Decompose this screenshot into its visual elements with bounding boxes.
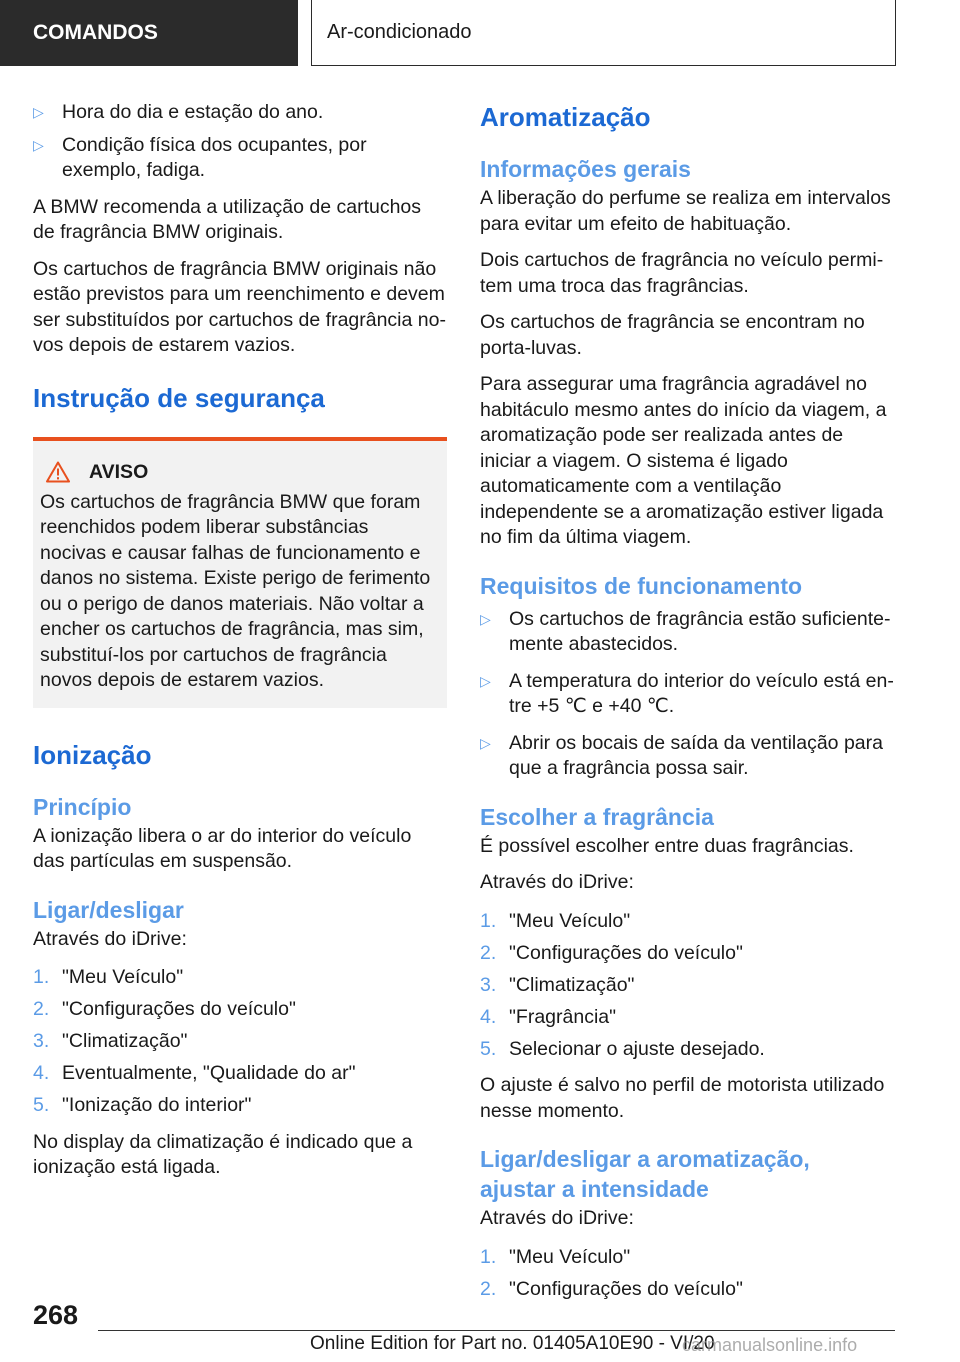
warning-title: [40, 461, 439, 484]
ionization-heading: Ionização: [33, 739, 152, 770]
paragraph: Dois cartuchos de fragrância no veículo permitem uma troca das fragrâncias.: [480, 249, 884, 297]
list-item: 1. "Meu Veículo": [480, 1245, 631, 1268]
edition-text: Online Edition for Part no. 01405A10E90 - VI/20: [310, 1333, 715, 1354]
paragraph: Através do iDrive:: [480, 1207, 634, 1229]
left-column: [33, 100, 447, 1192]
list-item: 5. "Ionização do interior": [33, 1094, 252, 1116]
triangle-bullet-icon: ▷: [480, 734, 491, 751]
intro-bullet-list: [33, 100, 447, 184]
paragraph: É possível escolher entre duas fragrâncias.: [480, 834, 854, 857]
requirements-list: [480, 607, 895, 782]
warning-label: AVISO: [89, 460, 149, 483]
paragraph: Para assegurar uma fragrância agradável no habitáculo mesmo antes do início da viagem, a aromatização pode ser realizada antes de iniciar a viagem. O sistema é ligado automaticamente com a ventilação independente se a aromatização estiver ligada no fim da última viagem.: [480, 373, 887, 548]
choose-steps: [480, 909, 895, 1063]
list-item: 4. "Fragrância": [480, 1005, 617, 1028]
aroma-onoff-heading: Ligar/desligar a aromatização, ajustar a intensidade: [480, 1146, 810, 1202]
list-item: 2. "Configurações do veículo": [33, 998, 296, 1020]
footer-divider: [98, 1330, 895, 1331]
warning-box: [33, 437, 447, 708]
paragraph: O ajuste é salvo no perfil de motorista utilizado nesse momento.: [480, 1074, 885, 1122]
list-item: 3. "Climatização": [33, 1030, 188, 1052]
chapter-title: Ar-condicionado: [311, 0, 896, 66]
general-heading: Informações gerais: [480, 156, 691, 182]
aroma-heading: Aromatização: [480, 102, 651, 132]
requirements-heading: Requisitos de funcionamento: [480, 572, 803, 599]
triangle-bullet-icon: ▷: [480, 610, 491, 627]
list-item: ▷ Os cartuchos de fragrância estão suficientemente abastecidos.: [480, 607, 891, 655]
watermark-text: carmanualsonline.info: [682, 1335, 858, 1355]
paragraph: Através do iDrive:: [33, 927, 187, 950]
warning-text: Os cartuchos de fragrância BMW que foram reenchidos podem liberar substâncias nocivas e causar falhas de funcionamento e danos no sistema. Existe perigo de ferimento ou o perigo de danos materiais. Não voltar a encher os cartuchos de fragrância, mas sim, substituí-los por cartuchos de fragrância novos depois de estarem vazios.: [40, 490, 431, 691]
warning-triangle-icon: [46, 461, 70, 483]
triangle-bullet-icon: ▷: [480, 672, 491, 689]
list-item: 2. "Configurações do veículo": [480, 1277, 743, 1300]
list-item: ▷ Hora do dia e estação do ano.: [33, 100, 447, 126]
paragraph: Os cartuchos de fragrância BMW originais não estão previstos para um reenchimento e devem ser substituídos por cartuchos de fragrância novos depois de estarem vazios.: [33, 257, 446, 356]
paragraph: A ionização libera o ar do interior do veículo das partículas em suspensão.: [33, 824, 412, 872]
list-item: 1. "Meu Veículo": [480, 909, 631, 932]
paragraph: No display da climatização é indicado que a ionização está ligada.: [33, 1130, 413, 1178]
list-item: 2. "Configurações do veículo": [480, 941, 743, 964]
page-number: 268: [33, 1300, 79, 1330]
paragraph: A BMW recomenda a utilização de cartuchos de fragrância BMW originais.: [33, 195, 422, 243]
paragraph: Através do iDrive:: [480, 871, 634, 893]
list-item: ▷ Abrir os bocais de saída da ventilação para que a fragrância possa sair.: [480, 731, 883, 779]
list-item: 1. "Meu Veículo": [33, 966, 184, 988]
safety-heading: Instrução de segurança: [33, 382, 325, 413]
list-item: ▷ Condição física dos ocupantes, por exemplo, fadiga.: [33, 133, 367, 181]
paragraph: Os cartuchos de fragrância se encontram no porta-luvas.: [480, 311, 865, 359]
choose-heading: Escolher a fragrância: [480, 803, 714, 830]
section-tab: COMANDOS: [0, 0, 298, 66]
principle-heading: Princípio: [33, 793, 132, 820]
aroma-onoff-steps: [480, 1245, 895, 1303]
list-item: 5. Selecionar o ajuste desejado.: [480, 1037, 765, 1060]
page-footer: [0, 1295, 960, 1362]
triangle-bullet-icon: ▷: [33, 104, 44, 120]
paragraph: A liberação do perfume se realiza em intervalos para evitar um efeito de habituação.: [480, 187, 891, 235]
page-header: [0, 0, 960, 66]
list-item: 4. Eventualmente, "Qualidade do ar": [33, 1062, 356, 1084]
triangle-bullet-icon: ▷: [33, 136, 44, 153]
right-column: [480, 100, 895, 1313]
list-item: ▷ A temperatura do interior do veículo está entre +5 ℃ e +40 ℃.: [480, 669, 894, 717]
list-item: 3. "Climatização": [480, 973, 635, 996]
onoff-heading: Ligar/desligar: [33, 896, 184, 923]
ionization-steps: [33, 965, 447, 1119]
